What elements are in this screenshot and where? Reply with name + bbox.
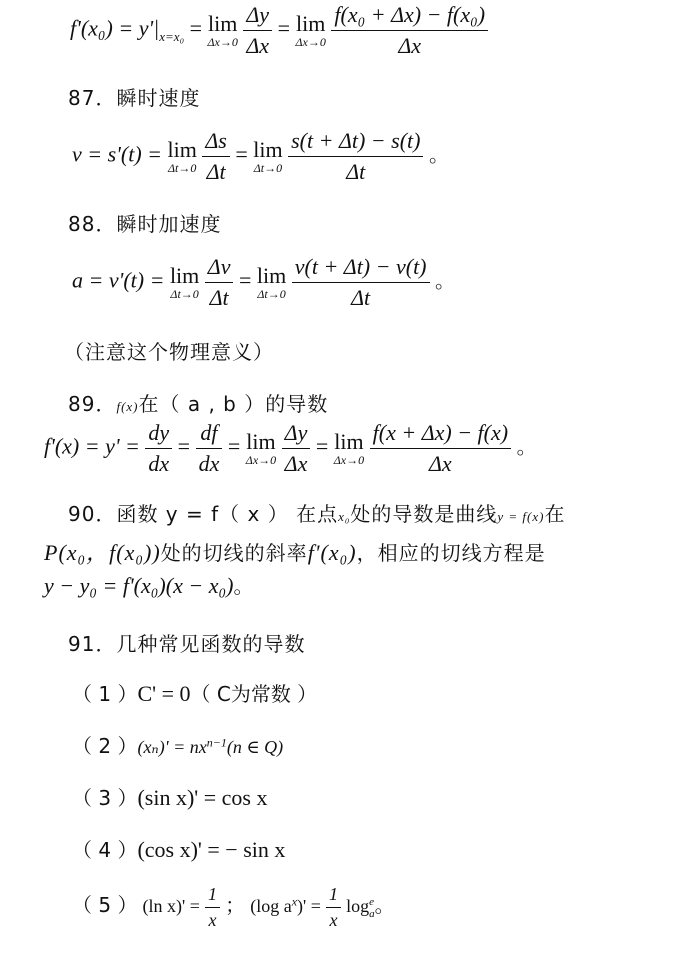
- limit-operator: [296, 11, 326, 50]
- limit-operator: [257, 263, 286, 302]
- equals-sign: =: [238, 267, 252, 293]
- item-90-text-4: 处的切线的斜率: [160, 541, 308, 565]
- fraction-denominator: Δx: [284, 451, 308, 476]
- rule-formula: (sin x)' = cos x: [137, 785, 268, 810]
- tangent-point: P(x₀，f(x₀)): [44, 540, 161, 565]
- derivative-rule-1: [72, 678, 317, 707]
- limit-operator: [253, 137, 282, 176]
- equals-sign: =: [315, 433, 329, 459]
- curve-equation: y = f(x): [497, 509, 545, 524]
- derivative-rule-2: [72, 730, 283, 759]
- limit-subscript: Δt→0: [167, 161, 197, 175]
- log-subscript: a: [369, 907, 375, 920]
- heading-91: 91．几种常见函数的导数: [68, 632, 306, 656]
- fraction-denominator: Δt: [346, 159, 366, 184]
- fraction-numerator: 1: [205, 884, 220, 908]
- fraction-numerator: Δy: [282, 420, 311, 449]
- fraction-denominator: Δx: [429, 451, 452, 476]
- fraction-one-over-x: [326, 884, 341, 931]
- log-exponent: x: [291, 894, 298, 909]
- fraction-denominator: Δt: [351, 285, 371, 310]
- limit-subscript: Δx→0: [245, 453, 277, 467]
- fraction-delta-y-over-delta-x: [243, 2, 272, 59]
- separator: ；: [225, 893, 246, 917]
- rule-formula: (xₙ)' = nx: [137, 737, 207, 757]
- derivative-rule-3: [72, 782, 267, 811]
- item-90-line-3: [44, 570, 253, 599]
- fraction-denominator: dx: [198, 451, 220, 476]
- fraction-difference-quotient: [370, 420, 511, 477]
- derivative-rule-4: [72, 834, 285, 863]
- equals-sign: =: [177, 433, 191, 459]
- rule-formula: C' = 0: [137, 681, 191, 706]
- rule-note: （ C为常数 ）: [190, 682, 318, 706]
- equals-sign: =: [235, 141, 248, 167]
- formula-lhs: f'(x) = y' =: [44, 433, 140, 459]
- fraction-dy-dx: [145, 420, 172, 477]
- fraction-velocity-quotient: [288, 128, 423, 185]
- fraction-numerator: dy: [145, 420, 172, 449]
- fraction-delta-y-over-delta-x: [282, 420, 311, 477]
- fraction-numerator: f(x + Δx) − f(x): [370, 420, 511, 449]
- instantaneous-acceleration-formula: [72, 254, 455, 311]
- fraction-numerator: f(x₀ + Δx) − f(x₀): [331, 2, 488, 31]
- limit-operator: [208, 11, 238, 50]
- equals-sign: =: [189, 15, 203, 41]
- fraction-numerator: df: [196, 420, 223, 449]
- ln-derivative-lhs: (ln x)' =: [142, 896, 200, 916]
- fraction-numerator: Δs: [202, 128, 229, 157]
- limit-subscript: Δx→0: [295, 35, 326, 49]
- rule-label: （ 1 ）: [72, 682, 138, 706]
- log-word: log: [346, 896, 370, 916]
- formula-lhs: a = v'(t) =: [72, 267, 165, 293]
- log-derivative-lhs: (log a: [250, 896, 292, 916]
- item-90-line-1: [68, 498, 565, 527]
- limit-word: lim: [167, 137, 197, 162]
- tangent-line-equation: y − y₀ = f'(x₀)(x − x₀): [44, 573, 234, 598]
- limit-operator: [168, 137, 197, 176]
- fraction-one-over-x: [205, 884, 220, 931]
- item-90-text-2: 处的导数是曲线: [350, 502, 498, 526]
- limit-word: lim: [208, 11, 238, 36]
- fraction-difference-quotient: [331, 2, 488, 59]
- log-derivative-tail: )' =: [297, 896, 321, 916]
- item-number: 89．: [68, 392, 117, 416]
- fraction-delta-v-over-delta-t: [205, 254, 234, 311]
- fraction-numerator: Δy: [243, 2, 272, 31]
- fraction-denominator: Δx: [246, 33, 270, 58]
- instantaneous-velocity-formula: [72, 128, 449, 185]
- limit-subscript: Δx→0: [207, 35, 238, 49]
- limit-subscript: Δt→0: [253, 161, 283, 175]
- equals-sign: =: [227, 433, 241, 459]
- limit-subscript: Δt→0: [170, 287, 199, 301]
- heading-87: 87．瞬时速度: [68, 86, 201, 110]
- rule-condition: (n ∈ Q): [226, 737, 284, 757]
- formula-lhs-subscript: x=x₀: [159, 28, 185, 44]
- period-mark: 。: [374, 893, 395, 917]
- period-mark: 。: [516, 434, 537, 459]
- heading-88: 88．瞬时加速度: [68, 212, 222, 236]
- limit-word: lim: [246, 429, 276, 454]
- limit-word: lim: [296, 11, 326, 36]
- formula-lhs: ν = s'(t) =: [72, 141, 162, 167]
- fraction-acceleration-quotient: [292, 254, 430, 311]
- fraction-denominator: Δx: [398, 33, 422, 58]
- fraction-numerator: v(t + Δt) − v(t): [292, 254, 430, 283]
- rule-label: （ 5 ）: [72, 893, 138, 917]
- limit-word: lim: [256, 263, 287, 288]
- limit-subscript: Δx→0: [333, 453, 365, 467]
- equals-sign: =: [277, 15, 290, 41]
- fraction-df-dx: [196, 420, 223, 477]
- heading-text: 在（ a , b ）的导数: [138, 392, 329, 416]
- limit-word: lim: [253, 137, 283, 162]
- fraction-denominator: x: [208, 910, 217, 930]
- log-superscript: e: [369, 895, 375, 908]
- item-90-line-2: [44, 536, 546, 567]
- rule-label: （ 4 ）: [72, 838, 138, 862]
- slope-expression: f'(x₀): [307, 540, 357, 565]
- fraction-denominator: Δt: [206, 159, 226, 184]
- derivative-notation-formula: [44, 420, 537, 477]
- fraction-numerator: 1: [326, 884, 341, 908]
- limit-operator: [170, 263, 199, 302]
- period-mark: 。: [428, 142, 449, 167]
- limit-operator: [334, 429, 364, 468]
- function-fx: f(x): [116, 399, 139, 414]
- period-mark: 。: [233, 574, 254, 598]
- limit-operator: [246, 429, 276, 468]
- limit-subscript: Δt→0: [257, 287, 286, 301]
- formula-lhs: f'(x₀) = y'|: [70, 15, 160, 41]
- rule-label: （ 2 ）: [72, 734, 138, 758]
- fraction-numerator: Δv: [205, 254, 234, 283]
- physical-meaning-note: （注意这个物理意义）: [64, 340, 274, 364]
- item-90-text-1: 90．函数 y = f（ x ） 在点: [68, 502, 339, 526]
- derivative-rule-5: [72, 884, 395, 931]
- fraction-denominator: Δt: [209, 285, 229, 310]
- fraction-denominator: x: [329, 910, 338, 930]
- period-mark: 。: [435, 268, 456, 293]
- point-x0: x₀: [338, 509, 351, 524]
- item-90-text-5: ，相应的切线方程是: [356, 541, 546, 565]
- heading-89: [68, 388, 328, 417]
- fraction-delta-s-over-delta-t: [202, 128, 229, 185]
- fraction-numerator: s(t + Δt) − s(t): [288, 128, 423, 157]
- derivative-definition-formula: [70, 2, 488, 59]
- limit-word: lim: [334, 429, 364, 454]
- item-90-text-3: 在: [544, 502, 566, 526]
- limit-word: lim: [169, 263, 200, 288]
- rule-exponent: n−1: [206, 735, 227, 750]
- fraction-denominator: dx: [148, 451, 170, 476]
- rule-label: （ 3 ）: [72, 786, 138, 810]
- rule-formula: (cos x)' = − sin x: [137, 837, 286, 862]
